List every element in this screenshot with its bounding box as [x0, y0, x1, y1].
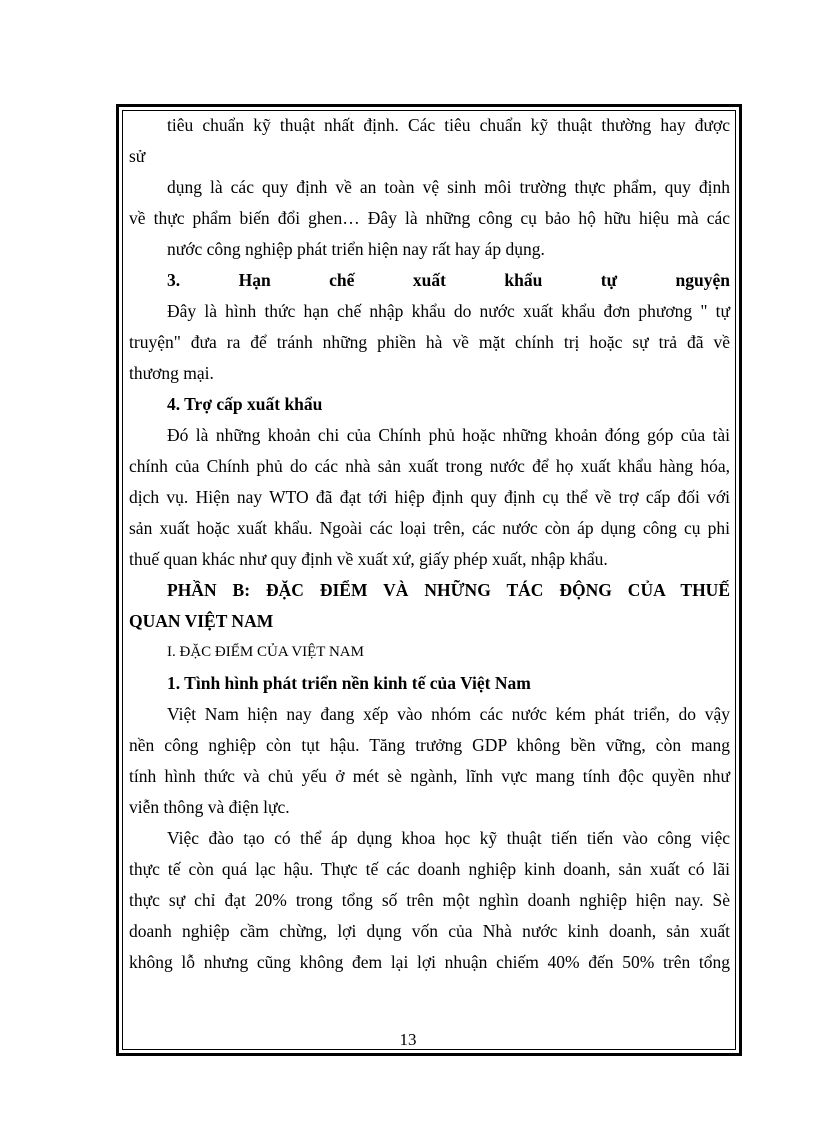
text-line: dịch vụ. Hiện nay WTO đã đạt tới hiệp định quy định cụ thể về trợ cấp đối với [129, 487, 730, 507]
text-line: I. ĐẶC ĐIỂM CỦA VIỆT NAM [167, 644, 364, 660]
text-line: tính hình thức và chủ yếu ở mét sè ngành, lĩnh vực mang tính độc quyền như [129, 766, 730, 786]
heading-line: PHẦN B: ĐẶC ĐIỂM VÀ NHỮNG TÁC ĐỘNG CỦA THUẾ [167, 580, 730, 600]
text-line: về thực phẩm biến đổi ghen… Đây là những công cụ bảo hộ hữu hiệu mà các [129, 208, 730, 228]
text-line: thương mại. [129, 363, 214, 383]
text-line: dụng là các quy định về an toàn vệ sinh môi trường thực phẩm, quy định [167, 177, 730, 197]
text-line: sản xuất hoặc xuất khẩu. Ngoài các loại trên, các nước còn áp dụng công cụ phi [129, 518, 730, 538]
document-body [129, 110, 730, 978]
text-line: chính của Chính phủ do các nhà sản xuất trong nước để họ xuất khẩu hàng hóa, [129, 456, 730, 476]
text-line: doanh nghiệp cầm chừng, lợi dụng vốn của Nhà nước kinh doanh, sản xuất [129, 921, 730, 941]
text-line: thực sự chỉ đạt 20% trong tổng số trên một nghìn doanh nghiệp hiện nay. Sè [129, 890, 730, 910]
page-number: 13 [399, 1030, 417, 1049]
text-line: thuế quan khác như quy định về xuất xứ, giấy phép xuất, nhập khẩu. [129, 549, 608, 569]
text-line: Việc đào tạo có thể áp dụng khoa học kỹ thuật tiến tiến vào công việc [167, 828, 730, 848]
text-line: sử [129, 146, 146, 166]
text-line: nước công nghiệp phát triển hiện nay rất hay áp dụng. [167, 239, 545, 259]
text-line: Đó là những khoản chi của Chính phủ hoặc những khoản đóng góp của tài [167, 425, 730, 445]
text-line: không lỗ nhưng cũng không đem lại lợi nhuận chiếm 40% đến 50% trên tổng [129, 952, 730, 972]
text-line: tiêu chuẩn kỹ thuật nhất định. Các tiêu chuẩn kỹ thuật thường hay được [167, 115, 730, 135]
text-line: viễn thông và điện lực. [129, 797, 290, 817]
text-line: truyện" đưa ra để tránh những phiền hà về mặt chính trị hoặc sự trả đã về [129, 332, 730, 352]
text-line: Việt Nam hiện nay đang xếp vào nhóm các nước kém phát triển, do vậy [167, 704, 730, 724]
heading-line: 1. Tình hình phát triển nền kinh tế của Việt Nam [167, 673, 531, 693]
text-line: Đây là hình thức hạn chế nhập khẩu do nước xuất khẩu đơn phương " tự [167, 301, 730, 321]
text-line: thực tế còn quá lạc hậu. Thực tế các doanh nghiệp kinh doanh, sản xuất có lãi [129, 859, 730, 879]
heading-line: 4. Trợ cấp xuất khẩu [167, 394, 323, 414]
heading-line: QUAN VIỆT NAM [129, 611, 274, 631]
text-line: nền công nghiệp còn tụt hậu. Tăng trưởng GDP không bền vững, còn mang [129, 735, 730, 755]
heading-line: 3. Hạn chế xuất khẩu tự nguyện [167, 270, 730, 290]
